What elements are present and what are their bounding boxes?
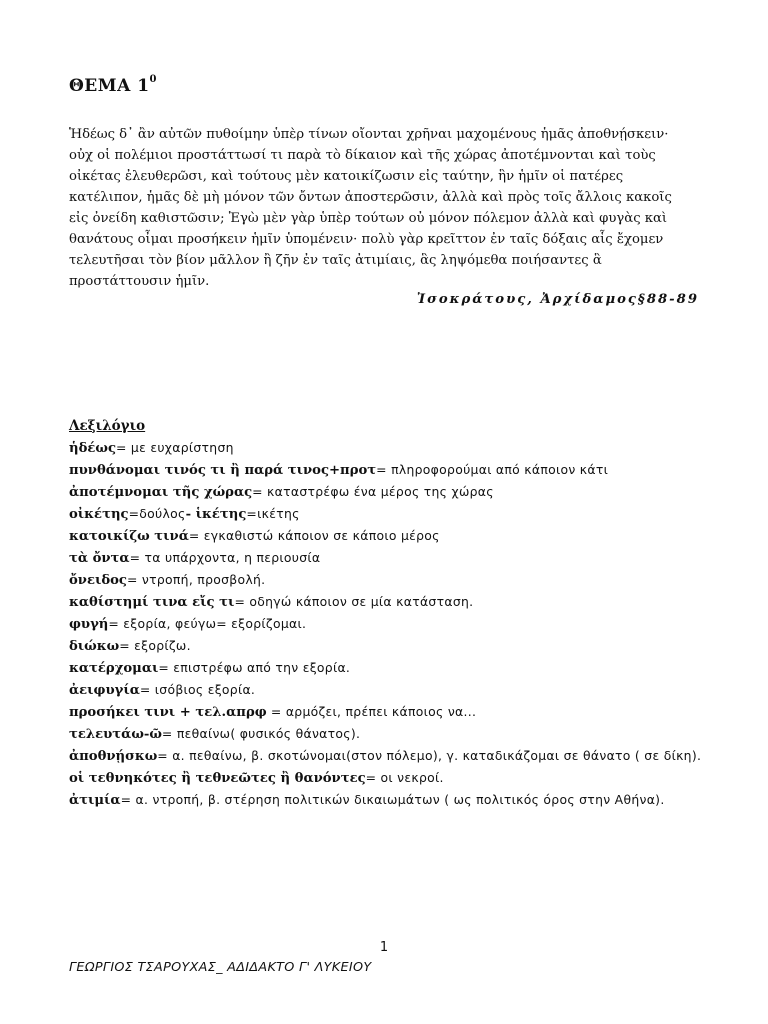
- vocab-term: ἀτιμία: [69, 793, 121, 808]
- vocab-entry: [69, 745, 709, 767]
- passage-citation: Ἰσοκράτους, Ἀρχίδαμος§88-89: [416, 292, 699, 307]
- vocab-entry: [69, 789, 709, 811]
- vocab-entry: [69, 613, 709, 635]
- vocab-entry: [69, 459, 709, 481]
- vocab-entry: [69, 525, 709, 547]
- vocab-definition: =ικέτης: [246, 506, 300, 521]
- passage-line: οὐχ οἱ πολέμιοι προστάττωσί τι παρὰ τὸ δίκαιον καὶ τῆς χώρας ἀποτέμνονται καὶ τοὺς: [69, 148, 656, 163]
- vocab-definition: = ισόβιος εξορία.: [139, 682, 256, 697]
- vocab-definition: = τα υπάρχοντα, η περιουσία: [129, 550, 321, 565]
- vocab-definition: = εξορία, φεύγω= εξορίζομαι.: [108, 616, 307, 631]
- vocab-entry: [69, 547, 709, 569]
- passage-line: εἰς ὀνείδη καθιστῶσιν; Ἐγὼ μὲν γὰρ ὑπὲρ τούτων οὐ μόνον πόλεμον ἀλλὰ καὶ φυγὰς καὶ: [69, 211, 668, 226]
- vocab-entry: [69, 635, 709, 657]
- passage-line: οἰκέτας ἐλευθερῶσι, καὶ τούτους μὲν κατοικίζωσιν εἰς ταύτην, ἣν ἡμῖν οἱ πατέρες: [69, 169, 624, 184]
- vocab-definition: = πληροφορούμαι από κάποιον κάτι: [376, 462, 609, 477]
- vocab-entry: [69, 481, 709, 503]
- vocab-entry: [69, 701, 709, 723]
- passage-line: Ἡδέως δ᾽ ἂν αὐτῶν πυθοίμην ὑπὲρ τίνων οἴονται χρῆναι μαχομένους ἡμᾶς ἀποθνῄσκειν·: [69, 127, 669, 142]
- vocab-entry: [69, 679, 709, 701]
- vocab-definition: = ντροπή, προσβολή.: [126, 572, 266, 587]
- vocabulary-heading: Λεξιλόγιο: [69, 418, 146, 434]
- vocab-term: τελευτάω-ῶ: [69, 727, 162, 742]
- vocab-term: - ἱκέτης: [185, 507, 247, 522]
- passage-line: κατέλιπον, ἡμᾶς δὲ μὴ μόνον τῶν ὄντων ἀποστερῶσιν, ἀλλὰ καὶ πρὸς τοῖς ἄλλοις κακοῖς: [69, 190, 672, 205]
- vocabulary-section: [69, 416, 709, 811]
- vocab-term: ἀειφυγία: [69, 683, 140, 698]
- vocab-definition: =δούλος: [128, 506, 186, 521]
- vocab-entry: [69, 591, 709, 613]
- vocab-definition: = εγκαθιστώ κάποιον σε κάποιο μέρος: [188, 528, 440, 543]
- vocab-entry: [69, 657, 709, 679]
- vocab-entry: [69, 767, 709, 789]
- passage-line: θανάτους οἶμαι προσήκειν ἡμῖν ὑπομένειν· πολὺ γὰρ κρεῖττον ἐν ταῖς δόξαις αἷς ἔχομεν: [69, 232, 664, 247]
- passage-line: προστάττουσιν ἡμῖν.: [69, 274, 210, 289]
- vocab-definition: = εξορίζω.: [119, 638, 191, 653]
- vocab-term: οἱ τεθνηκότες ἢ τεθνεῶτες ἢ θανόντες: [69, 771, 366, 786]
- vocab-term: διώκω: [69, 639, 120, 654]
- passage-line: τελευτῆσαι τὸν βίον μᾶλλον ἢ ζῆν ἐν ταῖς ἀτιμίαις, ἃς ληψόμεθα ποιήσαντες ἃ: [69, 253, 602, 268]
- page-footer: ΓΕΩΡΓΙΟΣ ΤΣΑΡΟΥΧΑΣ_ ΑΔΙΔΑΚΤΟ Γ' ΛΥΚΕΙΟΥ: [69, 960, 372, 975]
- vocab-definition: = α. ντροπή, β. στέρηση πολιτικών δικαιωμάτων ( ως πολιτικός όρος στην Αθήνα).: [120, 792, 665, 807]
- vocab-definition: = επιστρέφω από την εξορία.: [158, 660, 351, 675]
- vocab-term: κατέρχομαι: [69, 661, 159, 676]
- vocab-entry: [69, 503, 709, 525]
- vocab-term: ἀποτέμνομαι τῆς χώρας: [69, 485, 253, 500]
- vocab-definition: = οδηγώ κάποιον σε μία κατάσταση.: [234, 594, 474, 609]
- greek-passage: [69, 124, 709, 292]
- vocab-term: ἡδέως: [69, 441, 116, 456]
- vocab-term: οἰκέτης: [69, 507, 129, 522]
- vocab-definition: = αρμόζει, πρέπει κάποιος να...: [266, 704, 477, 719]
- vocab-entry: [69, 437, 709, 459]
- vocab-term: ὄνειδος: [69, 573, 127, 588]
- vocab-term: κατοικίζω τινά: [69, 529, 189, 544]
- vocab-definition: = πεθαίνω( φυσικός θάνατος).: [161, 726, 361, 741]
- vocab-term: τὰ ὄντα: [69, 551, 130, 566]
- title-superscript: 0: [149, 74, 157, 86]
- vocab-term: φυγή: [69, 617, 109, 632]
- title-text: ΘΕΜΑ 1: [69, 76, 150, 96]
- vocab-definition: = οι νεκροί.: [365, 770, 444, 785]
- vocab-term: πυνθάνομαι τινός τι ἢ παρά τινος+προτ: [69, 463, 377, 478]
- vocab-term: καθίστημί τινα εἴς τι: [69, 595, 235, 610]
- vocab-entry: [69, 569, 709, 591]
- page-title: [69, 76, 157, 96]
- vocab-definition: = καταστρέφω ένα μέρος της χώρας: [252, 484, 494, 499]
- page-number: 1: [379, 940, 389, 955]
- vocab-entry: [69, 723, 709, 745]
- vocab-definition: = με ευχαρίστηση: [116, 440, 234, 455]
- vocab-term: ἀποθνῄσκω: [69, 749, 158, 764]
- vocab-term: προσήκει τινι + τελ.απρφ: [69, 705, 267, 720]
- vocab-definition: = α. πεθαίνω, β. σκοτώνομαι(στον πόλεμο), γ. καταδικάζομαι σε θάνατο ( σε δίκη).: [157, 748, 702, 763]
